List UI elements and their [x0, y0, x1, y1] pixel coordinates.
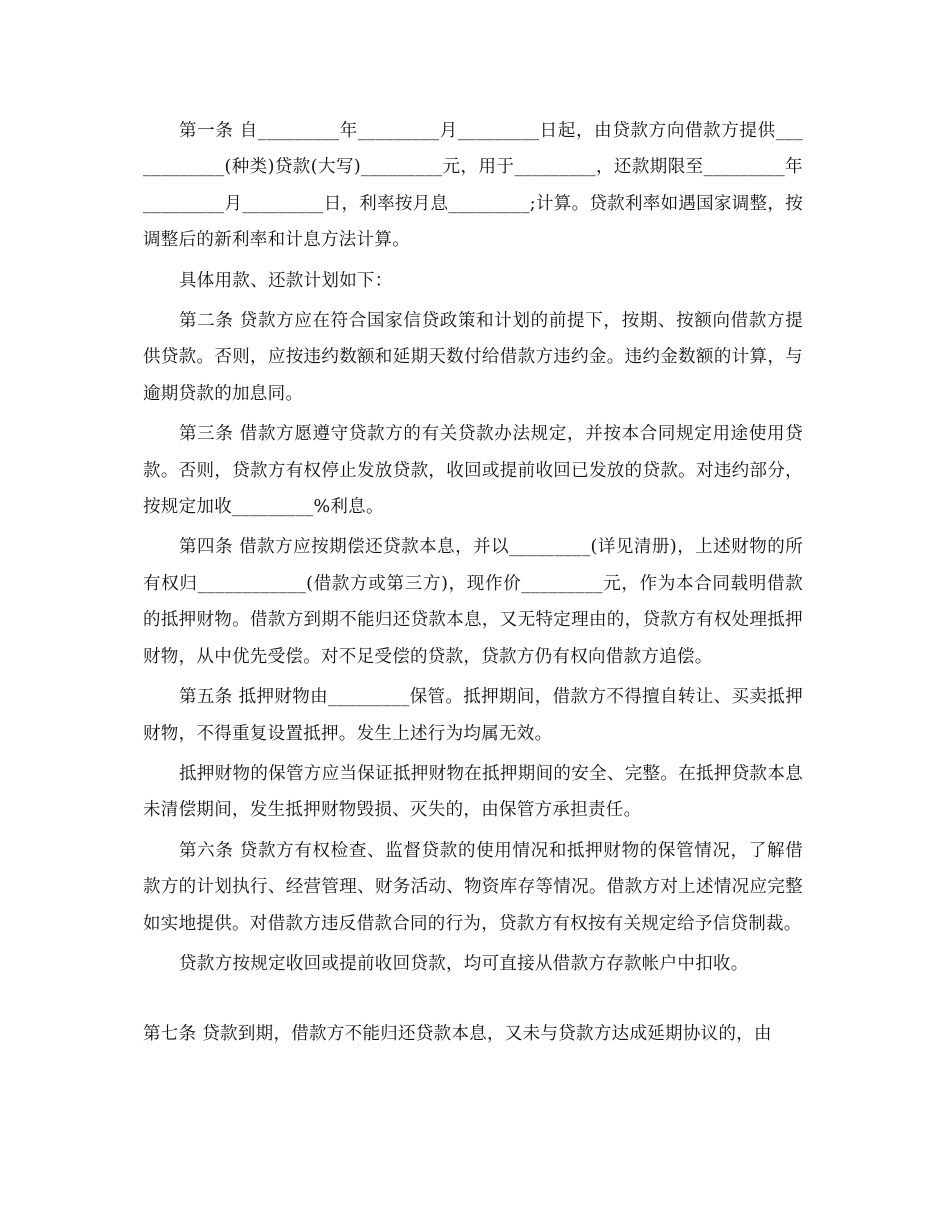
- article-6-paragraph: 第六条 贷款方有权检查、监督贷款的使用情况和抵押财物的保管情况，了解借款方的计划执行、经营管理、财务活动、物资库存等情况。借款方对上述情况应完整如实地提供。对借款方违反借款合同的行为，贷款方有权按有关规定给予信贷制裁。: [143, 840, 803, 934]
- article-4-paragraph: 第四条 借款方应按期偿还贷款本息，并以_________(详见清册)，上述财物的所有权归____________(借款方或第三方)，现作价_________元，作为本合同载明借款的抵押财物。借款方到期不能归还贷款本息，又无特定理由的，贷款方有权处理抵押财物，从中优先受偿。对不足受偿的贷款，贷款方仍有权向借款方追偿。: [143, 537, 803, 667]
- article-3-paragraph: 第三条 借款方愿遵守贷款方的有关贷款办法规定，并按本合同规定用途使用贷款。否则，贷款方有权停止发放贷款，收回或提前收回已发放的贷款。对违约部分，按规定加收_________%利息。: [143, 424, 803, 518]
- custodian-duty-paragraph: 抵押财物的保管方应当保证抵押财物在抵押期间的安全、完整。在抵押贷款本息未清偿期间，发生抵押财物毁损、灭失的，由保管方承担责任。: [143, 763, 803, 821]
- article-5-paragraph: 第五条 抵押财物由_________保管。抵押期间，借款方不得擅自转让、买卖抵押财物，不得重复设置抵押。发生上述行为均属无效。: [143, 687, 803, 744]
- article-1-paragraph: 第一条 自_________年_________月_________日起，由贷款方向借款方提供____________(种类)贷款(大写)_________元，用于_________，还款期限至_________年_________月_________日，利率按月息_________;计算。贷款利率如遇国家调整，按调整后的新利率和计息方法计算。: [143, 121, 803, 251]
- repayment-plan-paragraph: 具体用款、还款计划如下：: [179, 270, 393, 291]
- document-body: [143, 113, 803, 1057]
- deduction-paragraph: 贷款方按规定收回或提前收回贷款，均可直接从借款方存款帐户中扣收。: [179, 953, 749, 974]
- article-2-paragraph: 第二条 贷款方应在符合国家信贷政策和计划的前提下，按期、按额向借款方提供贷款。否则，应按违约数额和延期天数付给借款方违约金。违约金数额的计算，与逾期贷款的加息同。: [143, 311, 803, 404]
- article-7-paragraph: 第七条 贷款到期，借款方不能归还贷款本息，又未与贷款方达成延期协议的，由: [143, 1024, 772, 1045]
